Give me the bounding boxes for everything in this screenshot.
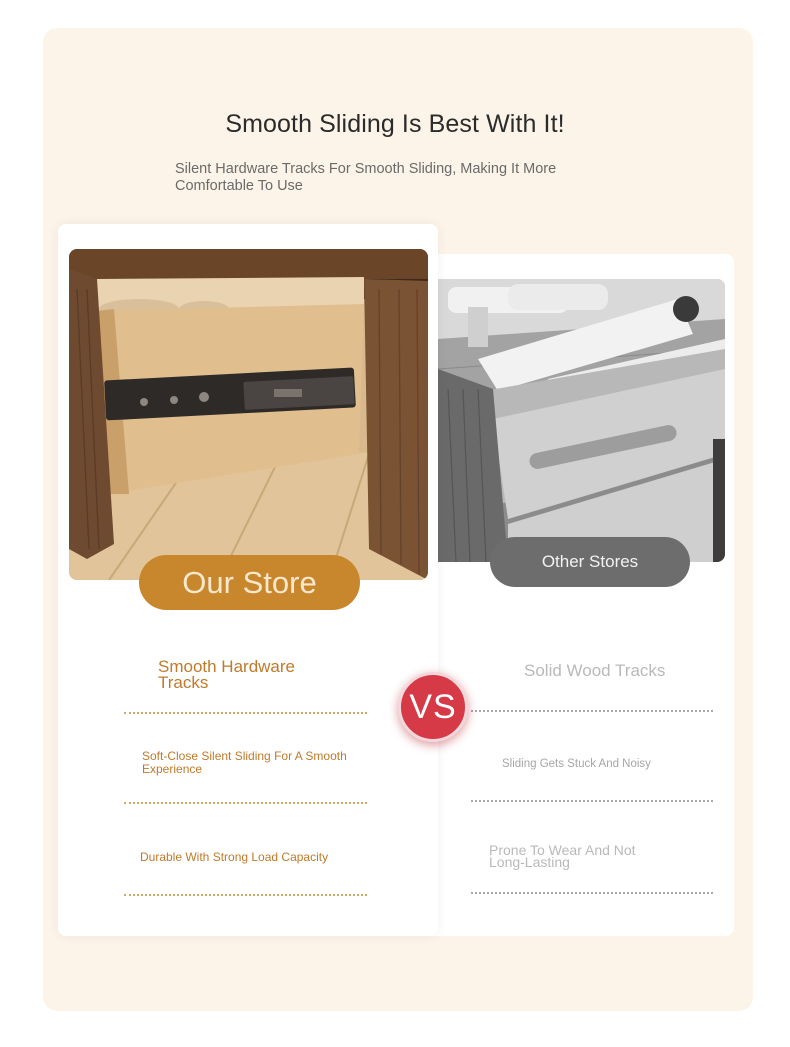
our-store-drawer-image (69, 249, 428, 580)
divider (471, 800, 713, 802)
our-feature-1: Smooth Hardware Tracks (158, 657, 296, 692)
page-title: Smooth Sliding Is Best With It! (225, 110, 565, 138)
other-stores-badge: Other Stores (490, 537, 690, 587)
our-store-badge: Our Store (139, 555, 360, 610)
our-feature-2: Soft-Close Silent Sliding For A Smooth Experience (142, 749, 347, 776)
other-feature-3: Prone To Wear And Not Long-Lasting (489, 842, 636, 870)
divider (124, 712, 367, 714)
divider (471, 710, 713, 712)
divider (471, 892, 713, 894)
our-feature-3: Durable With Strong Load Capacity (140, 850, 329, 864)
other-feature-1: Solid Wood Tracks (524, 661, 666, 680)
other-feature-2: Sliding Gets Stuck And Noisy (502, 758, 651, 770)
divider (124, 802, 367, 804)
other-stores-drawer-image (438, 279, 725, 562)
vs-badge: VS (398, 672, 468, 742)
page-subtitle: Silent Hardware Tracks For Smooth Sliding, Making It More Comfortable To Use (175, 161, 557, 194)
divider (124, 894, 367, 896)
